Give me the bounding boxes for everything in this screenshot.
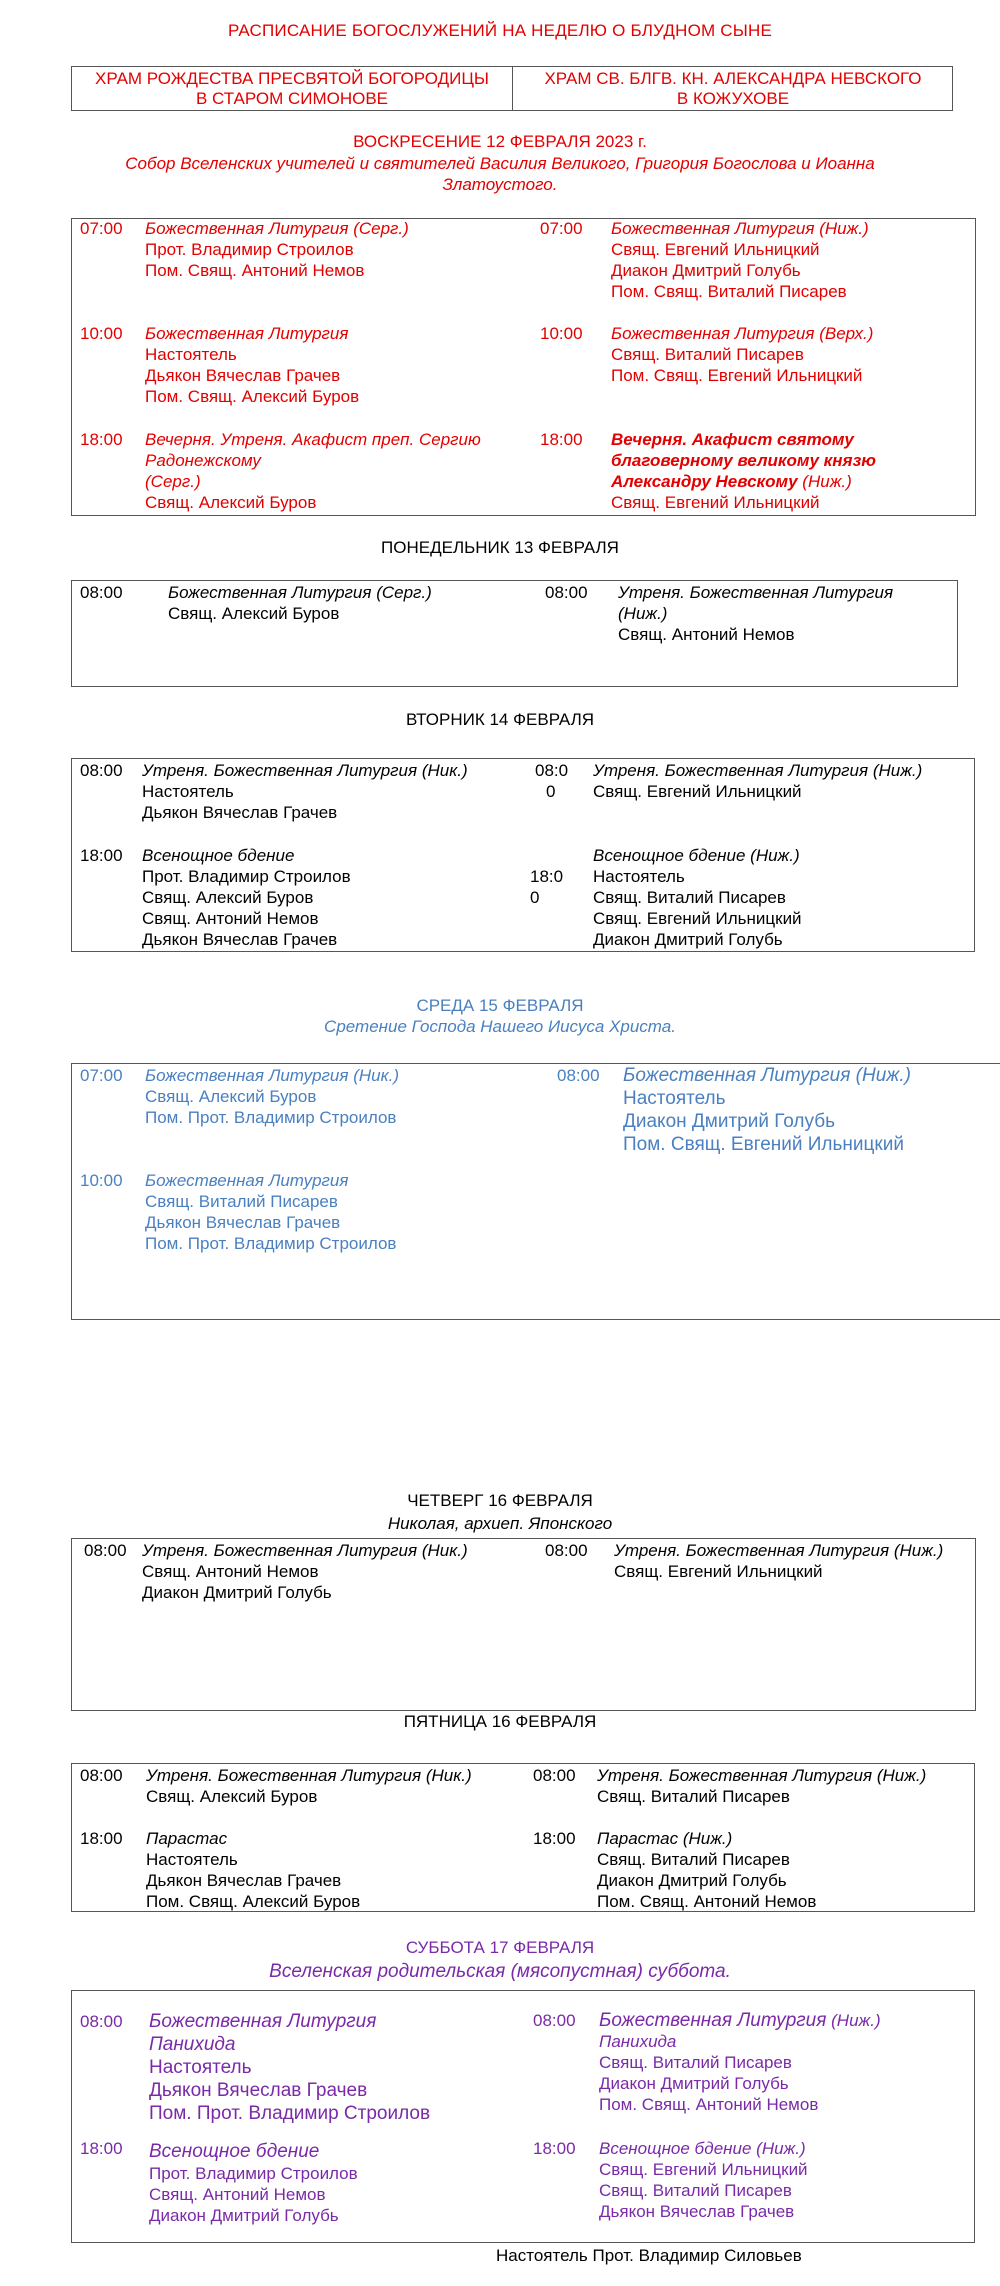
service-name: Панихида	[149, 2034, 236, 2055]
service-name: Утреня. Божественная Литургия	[146, 1766, 422, 1785]
service-name: благоверному великому князю	[611, 451, 876, 470]
service-time: 10:00	[80, 324, 123, 343]
clergy-line: Диакон Дмитрий Голубь	[149, 2206, 339, 2225]
service-name: Божественная Литургия	[145, 219, 349, 238]
church-right-line: В КОЖУХОВЕ	[676, 89, 790, 108]
clergy-line: Свящ. Виталий Писарев	[593, 888, 786, 907]
clergy-line: Свящ. Евгений Ильницкий	[599, 2160, 808, 2179]
service-time: 18:00	[80, 1829, 123, 1848]
service-time: 18:0	[530, 867, 564, 886]
feast-wednesday: Сретение Господа Нашего Иисуса Христа.	[324, 1017, 676, 1036]
clergy-line: Диакон Дмитрий Голубь	[623, 1111, 835, 1132]
service-name: Всенощное бдение	[142, 846, 295, 865]
service-time: 08:00	[533, 1766, 576, 1785]
day-title-monday: ПОНЕДЕЛЬНИК 13 ФЕВРАЛЯ	[381, 538, 619, 557]
clergy-line: Дьякон Вячеслав Грачев	[145, 1213, 341, 1232]
clergy-line: Пом. Прот. Владимир Строилов	[145, 1234, 397, 1253]
service-time: 08:00	[80, 1766, 123, 1785]
feast-thursday: Николая, архиеп. Японского	[387, 1514, 613, 1533]
clergy-line: Дьякон Вячеслав Грачев	[599, 2202, 795, 2221]
service-time: 07:00	[80, 219, 123, 238]
day-title-sunday: ВОСКРЕСЕНИЕ 12 ФЕВРАЛЯ 2023 г.	[353, 132, 647, 151]
feast-line: Собор Вселенских учителей и святителей Василия Великого, Григория Богослова и Иоанна	[125, 154, 875, 173]
service-place: (Ниж.)	[889, 1541, 944, 1560]
service-name: Панихида	[599, 2032, 677, 2051]
service-name: Парастас	[597, 1829, 679, 1848]
service-time: 10:00	[540, 324, 583, 343]
service-name: Утреня. Божественная Литургия	[142, 1541, 418, 1560]
service-name: Божественная Литургия	[611, 219, 815, 238]
service-name: Утреня. Божественная Литургия	[142, 761, 418, 780]
clergy-line: Свящ. Антоний Немов	[142, 1562, 319, 1581]
clergy-line: Настоятель	[593, 867, 685, 886]
clergy-line: Прот. Владимир Строилов	[142, 867, 351, 886]
day-title-thursday: ЧЕТВЕРГ 16 ФЕВРАЛЯ	[407, 1491, 593, 1510]
clergy-line: Пом. Прот. Владимир Строилов	[145, 1108, 397, 1127]
clergy-line: Диакон Дмитрий Голубь	[593, 930, 783, 949]
clergy-line: Прот. Владимир Строилов	[149, 2164, 358, 2183]
day-title-saturday: СУББОТА 17 ФЕВРАЛЯ	[405, 1938, 595, 1957]
service-name: Божественная Литургия	[145, 1171, 349, 1190]
clergy-line: Свящ. Виталий Писарев	[145, 1192, 338, 1211]
service-time: 10:00	[80, 1171, 123, 1190]
service-name: Божественная Литургия	[149, 2011, 377, 2032]
clergy-line: Свящ. Евгений Ильницкий	[614, 1562, 823, 1581]
clergy-line: Настоятель	[142, 782, 234, 801]
service-place: (Ник.)	[421, 1766, 472, 1785]
service-time: 18:00	[540, 430, 583, 449]
service-place: (Ниж.)	[850, 1065, 911, 1086]
clergy-line: Дьякон Вячеслав Грачев	[145, 366, 341, 385]
service-place: (Ник.)	[417, 761, 468, 780]
church-left-line: ХРАМ РОЖДЕСТВА ПРЕСВЯТОЙ БОГОРОДИЦЫ	[95, 69, 489, 88]
clergy-line: Пом. Свящ. Антоний Немов	[599, 2095, 819, 2114]
service-place: (Ниж.)	[745, 846, 800, 865]
clergy-line: Свящ. Алексий Буров	[142, 888, 314, 907]
clergy-line: Свящ. Виталий Писарев	[597, 1850, 790, 1869]
clergy-line: Свящ. Евгений Ильницкий	[593, 909, 802, 928]
service-name: Вечерня. Утреня. Акафист преп. Сергию	[145, 430, 481, 449]
feast-line: Златоустого.	[442, 175, 558, 194]
church-right-line: ХРАМ СВ. БЛГВ. КН. АЛЕКСАНДРА НЕВСКОГО	[544, 69, 922, 88]
feast-saturday: Вселенская родительская (мясопустная) суббота.	[269, 1961, 731, 1982]
service-time: 07:00	[80, 1066, 123, 1085]
clergy-line: Свящ. Антоний Немов	[149, 2185, 326, 2204]
service-time: 08:00	[80, 2012, 123, 2031]
service-name: Всенощное бдение	[149, 2141, 320, 2162]
clergy-line: Дьякон Вячеслав Грачев	[149, 2080, 368, 2101]
church-left-name	[72, 69, 512, 109]
clergy-line: Свящ. Евгений Ильницкий	[593, 782, 802, 801]
service-name: Божественная Литургия	[599, 2010, 827, 2031]
service-time: 18:00	[533, 2139, 576, 2158]
service-name: Радонежскому	[145, 451, 261, 470]
service-place: (Ниж.)	[618, 604, 668, 623]
service-name: Божественная Литургия	[145, 1066, 349, 1085]
church-right-name	[513, 69, 953, 109]
service-name: Утреня. Божественная Литургия	[597, 1766, 873, 1785]
clergy-line: Дьякон Вячеслав Грачев	[142, 930, 338, 949]
clergy-line: Настоятель	[146, 1850, 238, 1869]
day-title-friday: ПЯТНИЦА 16 ФЕВРАЛЯ	[403, 1712, 597, 1731]
clergy-line: Пом. Прот. Владимир Строилов	[149, 2103, 431, 2124]
clergy-line: Дьякон Вячеслав Грачев	[142, 803, 338, 822]
clergy-line: Прот. Владимир Строилов	[145, 240, 354, 259]
feast-sunday	[0, 153, 1000, 195]
clergy-line: Пом. Свящ. Евгений Ильницкий	[623, 1134, 904, 1155]
service-name: Утреня. Божественная Литургия	[593, 761, 869, 780]
clergy-line: Свящ. Алексий Буров	[168, 604, 340, 623]
clergy-line: Свящ. Алексий Буров	[145, 1087, 317, 1106]
service-time: 0	[546, 782, 556, 801]
clergy-line: Свящ. Виталий Писарев	[599, 2053, 792, 2072]
service-time: 08:00	[80, 761, 123, 780]
clergy-line: Настоятель	[149, 2057, 252, 2078]
clergy-line: Пом. Свящ. Евгений Ильницкий	[611, 366, 863, 385]
service-place: (Ниж.)	[678, 1829, 733, 1848]
clergy-line: Свящ. Антоний Немов	[142, 909, 319, 928]
service-name: Божественная Литургия	[168, 583, 372, 602]
service-time: 08:00	[557, 1066, 600, 1085]
service-name: Утреня. Божественная Литургия	[618, 583, 894, 602]
service-time: 08:0	[535, 761, 569, 780]
church-header-table	[71, 66, 953, 111]
clergy-line: Пом. Свящ. Алексий Буров	[145, 387, 360, 406]
clergy-line: Свящ. Евгений Ильницкий	[611, 493, 820, 512]
church-left-line: В СТАРОМ СИМОНОВЕ	[195, 89, 389, 108]
clergy-line: Пом. Свящ. Антоний Немов	[145, 261, 365, 280]
service-place: (Серг.)	[348, 219, 409, 238]
service-time: 18:00	[533, 1829, 576, 1848]
service-time: 18:00	[80, 430, 123, 449]
service-place: (Серг.)	[371, 583, 432, 602]
service-place: (Ниж.)	[797, 472, 852, 491]
clergy-line: Пом. Свящ. Виталий Писарев	[611, 282, 847, 301]
day-title-tuesday: ВТОРНИК 14 ФЕВРАЛЯ	[405, 710, 595, 729]
service-name: Всенощное бдение	[599, 2139, 752, 2158]
service-name: Божественная Литургия	[145, 324, 349, 343]
service-name: Божественная Литургия	[623, 1065, 851, 1086]
service-place: (Ниж.)	[826, 2011, 881, 2030]
service-time: 0	[530, 888, 540, 907]
schedule-title: РАСПИСАНИЕ БОГОСЛУЖЕНИЙ НА НЕДЕЛЮ О БЛУДНОМ СЫНЕ	[227, 21, 773, 40]
service-place: (Ник.)	[417, 1541, 468, 1560]
clergy-line: Диакон Дмитрий Голубь	[599, 2074, 789, 2093]
service-place: (Серг.)	[145, 472, 201, 491]
day-title-wednesday: СРЕДА 15 ФЕВРАЛЯ	[416, 996, 584, 1015]
clergy-line: Пом. Свящ. Антоний Немов	[597, 1892, 817, 1911]
clergy-line: Диакон Дмитрий Голубь	[597, 1871, 787, 1890]
service-time: 08:00	[80, 583, 123, 602]
service-place: (Ниж.)	[872, 1766, 927, 1785]
service-place: (Верх.)	[814, 324, 874, 343]
service-name: Утреня. Божественная Литургия	[614, 1541, 890, 1560]
clergy-line: Настоятель	[145, 345, 237, 364]
service-time: 08:00	[545, 1541, 588, 1560]
service-place: (Ниж.)	[868, 761, 923, 780]
service-place: (Ниж.)	[814, 219, 869, 238]
clergy-line: Диакон Дмитрий Голубь	[142, 1583, 332, 1602]
service-place: (Ниж.)	[751, 2139, 806, 2158]
clergy-line: Диакон Дмитрий Голубь	[611, 261, 801, 280]
clergy-line: Свящ. Алексий Буров	[146, 1787, 318, 1806]
clergy-line: Свящ. Виталий Писарев	[599, 2181, 792, 2200]
clergy-line: Свящ. Антоний Немов	[618, 625, 795, 644]
clergy-line: Свящ. Алексий Буров	[145, 493, 317, 512]
service-name: Парастас	[146, 1829, 228, 1848]
service-time: 08:00	[84, 1541, 127, 1560]
clergy-line: Пом. Свящ. Алексий Буров	[146, 1892, 361, 1911]
clergy-line: Свящ. Виталий Писарев	[597, 1787, 790, 1806]
clergy-line: Дьякон Вячеслав Грачев	[146, 1871, 342, 1890]
service-place: (Ник.)	[348, 1066, 399, 1085]
service-name: Божественная Литургия	[611, 324, 815, 343]
clergy-line: Свящ. Виталий Писарев	[611, 345, 804, 364]
service-name: Вечерня. Акафист святому	[611, 430, 854, 449]
service-time: 18:00	[80, 846, 123, 865]
rector-signature-line: Настоятель Прот. Владимир Силовьев	[496, 2246, 802, 2265]
clergy-line: Настоятель	[623, 1088, 726, 1109]
service-time: 07:00	[540, 219, 583, 238]
service-time: 08:00	[545, 583, 588, 602]
service-name: Всенощное бдение	[593, 846, 746, 865]
clergy-line: Свящ. Евгений Ильницкий	[611, 240, 820, 259]
service-name: Александру Невскому	[611, 472, 798, 491]
service-time: 18:00	[80, 2139, 123, 2158]
service-time: 08:00	[533, 2011, 576, 2030]
